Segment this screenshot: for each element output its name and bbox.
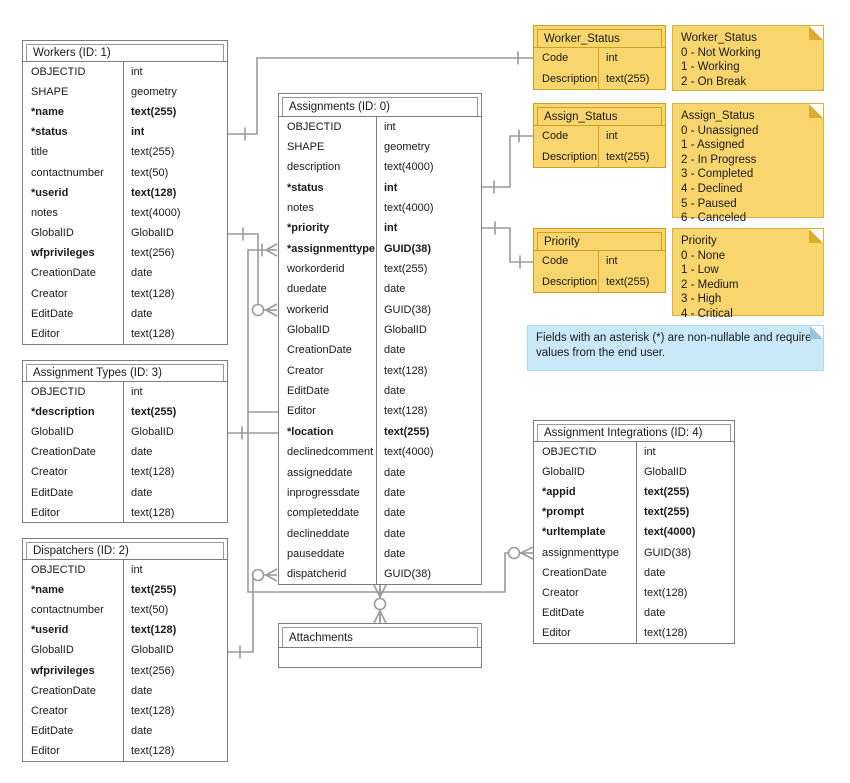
field-row	[23, 701, 227, 721]
field-row	[279, 463, 481, 483]
field-row	[23, 163, 227, 183]
field-type: text(255)	[384, 264, 428, 276]
field-row	[534, 48, 665, 69]
field-type: int	[606, 256, 618, 267]
field-row	[279, 137, 481, 157]
field-row	[279, 381, 481, 401]
field-name: SHAPE	[287, 142, 325, 154]
field-type: date	[384, 345, 406, 357]
field-row	[23, 722, 227, 742]
asterisk-note[interactable]	[527, 325, 824, 371]
field-row	[23, 402, 227, 422]
connector-workers-assignments-workerid[interactable]	[228, 234, 266, 310]
field-row	[23, 742, 227, 762]
field-row	[23, 483, 227, 503]
note-line: 3 - Completed	[681, 168, 754, 181]
field-type: date	[644, 567, 666, 579]
field-type: date	[644, 608, 666, 620]
crowsfoot-icon	[266, 575, 277, 581]
field-type: GlobalID	[384, 325, 427, 337]
field-type: text(128)	[384, 365, 428, 377]
table-header-assignment-types	[23, 361, 227, 382]
asterisk-note-text: Fields with an asterisk (*) are non-nullable and require values from the end user.	[536, 332, 812, 359]
field-type: date	[131, 487, 153, 499]
field-name: *userid	[31, 187, 69, 199]
field-row	[23, 580, 227, 600]
crowsfoot-icon	[374, 611, 380, 623]
crowsfoot-icon	[266, 304, 277, 310]
note-line: 0 - Not Working	[681, 46, 761, 59]
field-type: GlobalID	[131, 228, 174, 240]
field-row	[279, 422, 481, 442]
field-name: CreationDate	[542, 567, 607, 579]
field-type: date	[131, 447, 153, 459]
column-divider	[123, 62, 124, 345]
field-row	[279, 320, 481, 340]
field-name: Creator	[31, 705, 68, 717]
note-line: 1 - Low	[681, 264, 719, 277]
field-name: description	[287, 162, 341, 174]
crowsfoot-icon	[521, 553, 533, 559]
table-assign-status[interactable]	[533, 103, 666, 168]
field-row	[23, 123, 227, 143]
table-body	[534, 251, 665, 293]
field-row	[23, 82, 227, 102]
field-name: Editor	[31, 329, 60, 341]
field-row	[23, 143, 227, 163]
field-type: date	[384, 467, 406, 479]
table-body	[23, 560, 227, 762]
field-name: OBJECTID	[287, 121, 342, 133]
field-name: Creator	[287, 365, 324, 377]
field-row	[23, 203, 227, 223]
field-row	[279, 565, 481, 585]
assign-status-note[interactable]	[672, 103, 824, 225]
table-title: Dispatchers (ID: 2)	[26, 542, 224, 559]
field-row	[279, 361, 481, 381]
field-row	[534, 462, 734, 482]
field-type: text(256)	[131, 665, 175, 677]
field-row	[23, 382, 227, 402]
note-line: 4 - Critical	[681, 307, 733, 320]
table-header-dispatchers	[23, 539, 227, 560]
field-type: text(4000)	[384, 203, 434, 215]
field-row	[23, 560, 227, 580]
field-row	[279, 544, 481, 564]
field-name: EditDate	[31, 487, 74, 499]
crowsfoot-icon	[266, 310, 277, 316]
field-type: date	[384, 508, 406, 520]
field-name: assigneddate	[287, 467, 353, 479]
connector-assignmenttypes-assignments[interactable]	[228, 250, 283, 433]
field-name: title	[31, 147, 49, 159]
connector-assignments-assign-status[interactable]	[482, 136, 533, 187]
field-name: Code	[542, 256, 569, 267]
field-row	[23, 621, 227, 641]
note-line: Worker_Status	[681, 32, 757, 44]
field-row	[279, 259, 481, 279]
field-name: *name	[31, 106, 65, 118]
field-type: text(128)	[131, 625, 177, 637]
connector-assignments-priority[interactable]	[482, 228, 533, 262]
field-name: *location	[287, 426, 334, 438]
field-type: text(255)	[644, 507, 690, 519]
field-type: GUID(38)	[384, 304, 432, 316]
field-type: text(50)	[131, 604, 169, 616]
column-divider	[598, 126, 599, 168]
table-title: Assign_Status	[537, 107, 662, 125]
crowsfoot-icon	[266, 250, 277, 256]
field-type: text(128)	[131, 288, 175, 300]
note-line: 5 - Paused	[681, 197, 737, 210]
note-line: Priority	[681, 235, 717, 247]
field-type: date	[131, 308, 153, 320]
field-row	[279, 178, 481, 198]
field-type: text(255)	[606, 152, 650, 163]
field-name: Code	[542, 131, 569, 142]
table-header-assignment-integrations	[534, 421, 734, 442]
field-row	[534, 482, 734, 502]
field-row	[534, 69, 665, 90]
field-row	[23, 183, 227, 203]
field-type: text(4000)	[384, 447, 434, 459]
field-row	[23, 463, 227, 483]
field-type: GlobalID	[131, 426, 174, 438]
table-header-attachments	[279, 624, 481, 648]
field-type: text(255)	[606, 74, 650, 85]
field-name: *assignmenttype	[287, 243, 376, 255]
field-name: *urltemplate	[542, 527, 606, 539]
column-divider	[376, 117, 377, 585]
field-type: text(50)	[131, 167, 169, 179]
field-name: SHAPE	[31, 86, 69, 98]
field-name: wfprivileges	[31, 248, 95, 260]
table-header-assignments	[279, 94, 481, 117]
column-divider	[636, 442, 637, 644]
field-name: *prompt	[542, 507, 585, 519]
field-type: int	[131, 386, 143, 398]
note-fold-icon	[809, 26, 823, 40]
field-type: text(128)	[644, 587, 688, 599]
field-row	[279, 483, 481, 503]
table-dispatchers[interactable]	[22, 538, 228, 762]
table-title: Worker_Status	[537, 29, 662, 47]
field-row	[279, 402, 481, 422]
field-row	[23, 224, 227, 244]
field-row	[534, 126, 665, 147]
field-type: text(255)	[384, 426, 430, 438]
table-body	[534, 442, 734, 644]
field-row	[279, 117, 481, 137]
field-name: CreationDate	[31, 268, 96, 280]
table-body	[23, 62, 227, 345]
field-type: int	[606, 131, 618, 142]
table-attachments[interactable]	[278, 623, 482, 668]
priority-note[interactable]	[672, 228, 824, 320]
field-type: int	[131, 66, 143, 78]
field-name: declineddate	[287, 528, 350, 540]
field-type: geometry	[131, 86, 177, 98]
table-body	[534, 126, 665, 168]
field-row	[23, 304, 227, 324]
field-row	[279, 341, 481, 361]
table-title: Assignment Integrations (ID: 4)	[537, 424, 731, 441]
field-type: GlobalID	[644, 466, 687, 478]
field-type: date	[384, 386, 406, 398]
field-name: declinedcomment	[287, 447, 374, 459]
table-header-assign-status	[534, 104, 665, 126]
field-name: Editor	[287, 406, 316, 418]
table-body	[279, 117, 481, 585]
field-row	[279, 280, 481, 300]
note-line: 1 - Working	[681, 61, 740, 74]
field-name: Editor	[31, 507, 60, 519]
table-header-worker-status	[534, 26, 665, 48]
field-name: Creator	[542, 587, 579, 599]
note-line: 4 - Declined	[681, 182, 743, 195]
field-type: text(128)	[131, 329, 175, 341]
field-row	[23, 681, 227, 701]
field-row	[23, 324, 227, 344]
field-name: GlobalID	[31, 426, 74, 438]
field-type: date	[384, 487, 406, 499]
field-type: text(255)	[131, 406, 177, 418]
field-row	[279, 239, 481, 259]
field-name: Description	[542, 152, 598, 163]
crowsfoot-icon	[380, 611, 386, 623]
field-name: *priority	[287, 223, 330, 235]
note-line: 1 - Assigned	[681, 139, 745, 152]
field-type: text(4000)	[384, 162, 434, 174]
field-type: text(128)	[131, 746, 175, 758]
note-line: 2 - On Break	[681, 75, 747, 88]
field-row	[534, 272, 665, 293]
field-type: date	[384, 528, 406, 540]
table-title: Assignments (ID: 0)	[282, 97, 478, 116]
field-type: int	[384, 223, 398, 235]
worker-status-note[interactable]	[672, 25, 824, 91]
field-name: OBJECTID	[31, 66, 86, 78]
note-line: Assign_Status	[681, 110, 755, 122]
field-row	[534, 442, 734, 462]
note-line: 3 - High	[681, 293, 722, 306]
field-type: text(255)	[131, 584, 177, 596]
crowsfoot-icon	[266, 569, 277, 575]
field-type: int	[131, 564, 143, 576]
field-row	[23, 661, 227, 681]
crowsfoot-icon	[380, 585, 386, 597]
table-title: Assignment Types (ID: 3)	[26, 364, 224, 381]
field-row	[23, 62, 227, 82]
field-type: text(128)	[131, 467, 175, 479]
field-name: wfprivileges	[31, 665, 95, 677]
field-row	[279, 524, 481, 544]
table-title: Workers (ID: 1)	[26, 44, 224, 61]
field-row	[279, 300, 481, 320]
table-title: Attachments	[282, 627, 478, 647]
field-name: GlobalID	[31, 228, 74, 240]
field-row	[279, 648, 481, 668]
crowsfoot-icon	[374, 585, 380, 597]
field-type: GlobalID	[131, 645, 174, 657]
column-divider	[598, 48, 599, 90]
field-type: text(128)	[131, 507, 175, 519]
field-row	[279, 158, 481, 178]
table-header-workers	[23, 41, 227, 62]
note-line: 2 - Medium	[681, 278, 739, 291]
field-name: OBJECTID	[31, 386, 86, 398]
field-name: Editor	[31, 746, 60, 758]
field-name: OBJECTID	[31, 564, 86, 576]
field-name: notes	[287, 203, 314, 215]
note-line: 0 - Unassigned	[681, 124, 759, 137]
column-divider	[123, 560, 124, 762]
field-name: Description	[542, 277, 598, 288]
field-row	[534, 624, 734, 644]
table-header-priority	[534, 229, 665, 251]
field-type: text(255)	[606, 277, 650, 288]
field-name: Creator	[31, 288, 68, 300]
field-name: completeddate	[287, 508, 360, 520]
field-type: text(4000)	[131, 207, 181, 219]
table-body	[534, 48, 665, 90]
table-title: Priority	[537, 232, 662, 250]
table-body	[279, 648, 481, 668]
field-name: Creator	[31, 467, 68, 479]
field-name: EditDate	[542, 608, 585, 620]
field-type: text(256)	[131, 248, 175, 260]
field-type: text(255)	[131, 147, 175, 159]
field-name: CreationDate	[287, 345, 352, 357]
field-name: CreationDate	[31, 685, 96, 697]
crowsfoot-icon	[266, 244, 277, 250]
field-type: date	[384, 548, 406, 560]
table-worker-status[interactable]	[533, 25, 666, 90]
field-name: *userid	[31, 625, 69, 637]
field-name: duedate	[287, 284, 327, 296]
field-name: GlobalID	[31, 645, 74, 657]
field-row	[23, 600, 227, 620]
table-priority[interactable]	[533, 228, 666, 293]
field-type: date	[131, 268, 153, 280]
field-row	[23, 284, 227, 304]
field-type: GUID(38)	[384, 243, 432, 255]
column-divider	[123, 382, 124, 523]
field-type: int	[606, 53, 618, 64]
field-type: text(128)	[131, 187, 177, 199]
field-name: pauseddate	[287, 548, 345, 560]
field-name: GlobalID	[287, 325, 330, 337]
field-type: text(128)	[131, 705, 175, 717]
field-row	[23, 102, 227, 122]
crowsfoot-icon	[521, 547, 533, 553]
field-name: contactnumber	[31, 604, 104, 616]
note-fold-icon	[809, 229, 823, 243]
field-row	[534, 583, 734, 603]
field-type: int	[644, 446, 656, 458]
field-row	[279, 504, 481, 524]
connector-dispatchers-assignments[interactable]	[228, 575, 266, 652]
note-fold-icon	[809, 104, 823, 118]
field-row	[534, 503, 734, 523]
field-name: inprogressdate	[287, 487, 360, 499]
field-type: date	[384, 284, 406, 296]
field-type: date	[131, 726, 153, 738]
field-row	[534, 563, 734, 583]
field-row	[23, 244, 227, 264]
field-type: GUID(38)	[644, 547, 692, 559]
field-type: text(128)	[384, 406, 428, 418]
field-name: Description	[542, 74, 598, 85]
field-row	[534, 523, 734, 543]
field-name: OBJECTID	[542, 446, 597, 458]
field-name: workerid	[287, 304, 329, 316]
field-type: text(255)	[644, 486, 690, 498]
field-type: text(4000)	[644, 527, 696, 539]
table-assignment-types[interactable]	[22, 360, 228, 523]
note-line: 2 - In Progress	[681, 153, 757, 166]
field-name: EditDate	[287, 386, 330, 398]
field-name: *name	[31, 584, 65, 596]
field-type: text(128)	[644, 628, 688, 640]
field-name: dispatcherid	[287, 569, 347, 581]
column-divider	[598, 251, 599, 293]
field-type: GUID(38)	[384, 569, 432, 581]
field-name: Editor	[542, 628, 571, 640]
table-assignments[interactable]	[278, 93, 482, 585]
field-name: EditDate	[31, 726, 74, 738]
field-name: assignmenttype	[542, 547, 620, 559]
field-row	[534, 543, 734, 563]
field-name: *description	[31, 406, 95, 418]
field-row	[279, 198, 481, 218]
field-row	[534, 251, 665, 272]
field-row	[534, 147, 665, 168]
field-name: Code	[542, 53, 569, 64]
field-type: int	[131, 127, 145, 139]
field-name: *status	[31, 127, 68, 139]
note-fold-icon	[810, 326, 823, 339]
field-type: int	[384, 182, 398, 194]
field-type: int	[384, 121, 396, 133]
table-workers[interactable]	[22, 40, 228, 345]
field-name: contactnumber	[31, 167, 104, 179]
field-name: workorderid	[287, 264, 345, 276]
table-body	[23, 382, 227, 523]
note-line: 6 - Canceled	[681, 212, 747, 225]
field-type: date	[131, 685, 153, 697]
field-row	[534, 604, 734, 624]
note-line: 0 - None	[681, 249, 726, 262]
field-name: CreationDate	[31, 447, 96, 459]
field-type: text(255)	[131, 106, 177, 118]
field-name: GlobalID	[542, 466, 585, 478]
table-assignment-integrations[interactable]	[533, 420, 735, 644]
field-type: geometry	[384, 142, 430, 154]
field-row	[279, 219, 481, 239]
field-row	[279, 443, 481, 463]
field-name: *appid	[542, 486, 576, 498]
field-row	[23, 264, 227, 284]
field-name: EditDate	[31, 308, 74, 320]
field-row	[23, 641, 227, 661]
field-name: *status	[287, 182, 324, 194]
field-row	[23, 503, 227, 523]
field-row	[23, 422, 227, 442]
field-row	[23, 443, 227, 463]
field-name: notes	[31, 207, 58, 219]
